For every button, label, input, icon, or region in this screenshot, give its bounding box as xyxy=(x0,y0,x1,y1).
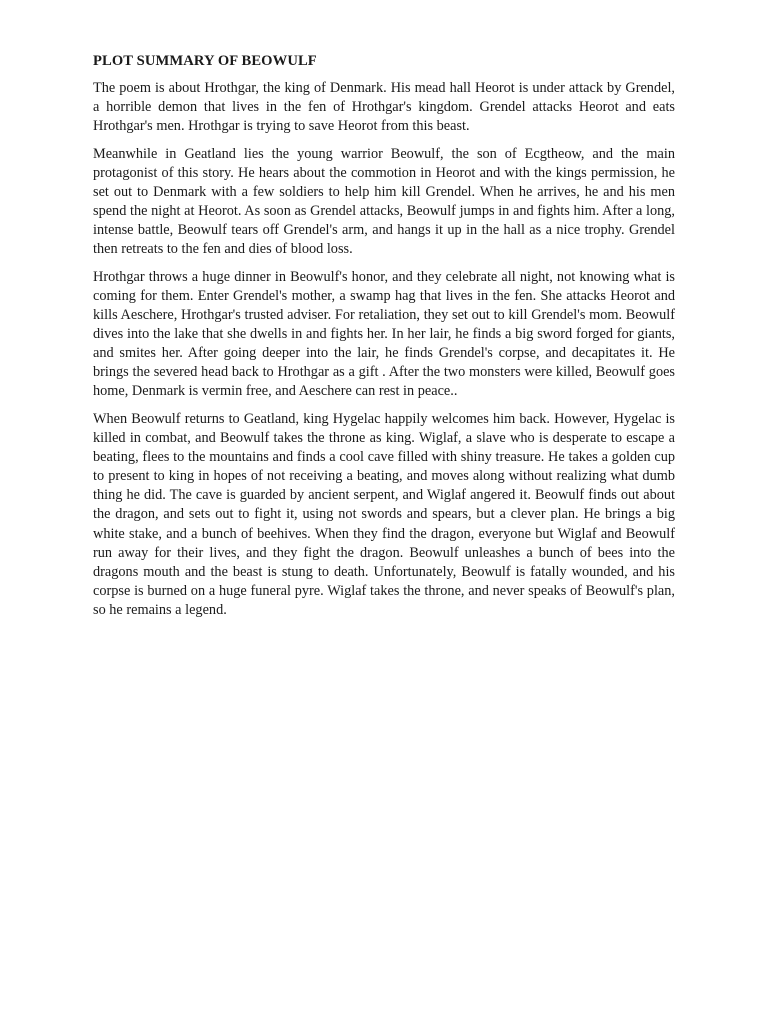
document-title: PLOT SUMMARY OF BEOWULF xyxy=(93,53,317,69)
paragraph-3: Hrothgar throws a huge dinner in Beowulf's honor, and they celebrate all night, not knowing what is coming for them. Enter Grendel's mother, a swamp hag that lives in the fen. She attacks Heorot and kills Aeschere, Hrothgar's trusted adviser. For retaliation, they set out to kill Grendel's mom. Beowulf dives into the lake that she dwells in and fights her. In her lair, he finds a big sword forged for giants, and smites her. After going deeper into the lair, he finds Grendel's corpse, and decapitates it. He brings the severed head back to Hrothgar as a gift . After the two monsters were killed, Beowulf goes home, Denmark is vermin free, and Aeschere can rest in peace.. xyxy=(93,268,675,400)
paragraph-4: When Beowulf returns to Geatland, king Hygelac happily welcomes him back. However, Hygelac is killed in combat, and Beowulf takes the throne as king. Wiglaf, a slave who is desperate to escape a beating, flees to the mountains and finds a cool cave filled with shiny treasure. He takes a golden cup to present to king in hopes of not receiving a beating, and moves along without realizing what dumb thing he did. The cave is guarded by ancient serpent, and Wiglaf angered it. Beowulf finds out about the dragon, and sets out to fight it, using not swords and spears, but a clever plan. He brings a big white stake, and a bunch of beehives. When they find the dragon, everyone but Wiglaf and Beowulf run away for their lives, and they fight the dragon. Beowulf unleashes a bunch of bees into the dragons mouth and the beast is stung to death. Unfortunately, Beowulf is fatally wounded, and his corpse is burned on a huge funeral pyre. Wiglaf takes the throne, and never speaks of Beowulf's plan, so he remains a legend. xyxy=(93,411,675,618)
paragraph-1: The poem is about Hrothgar, the king of Denmark. His mead hall Heorot is under attack by Grendel, a horrible demon that lives in the fen of Hrothgar's kingdom. Grendel attacks Heorot and eats Hrothgar's men. Hrothgar is trying to save Heorot from this beast. xyxy=(93,80,675,135)
paragraph-2: Meanwhile in Geatland lies the young warrior Beowulf, the son of Ecgtheow, and the main protagonist of this story. He hears about the commotion in Heorot and with the kings permission, he set out to Denmark with a few soldiers to help him kill Grendel. When he arrives, he and his men spend the night at Heorot. As soon as Grendel attacks, Beowulf jumps in and fights him. After a long, intense battle, Beowulf tears off Grendel's arm, and hangs it up in the hall as a nice trophy. Grendel then retreats to the fen and dies of blood loss. xyxy=(93,145,675,258)
document-page xyxy=(93,52,675,629)
